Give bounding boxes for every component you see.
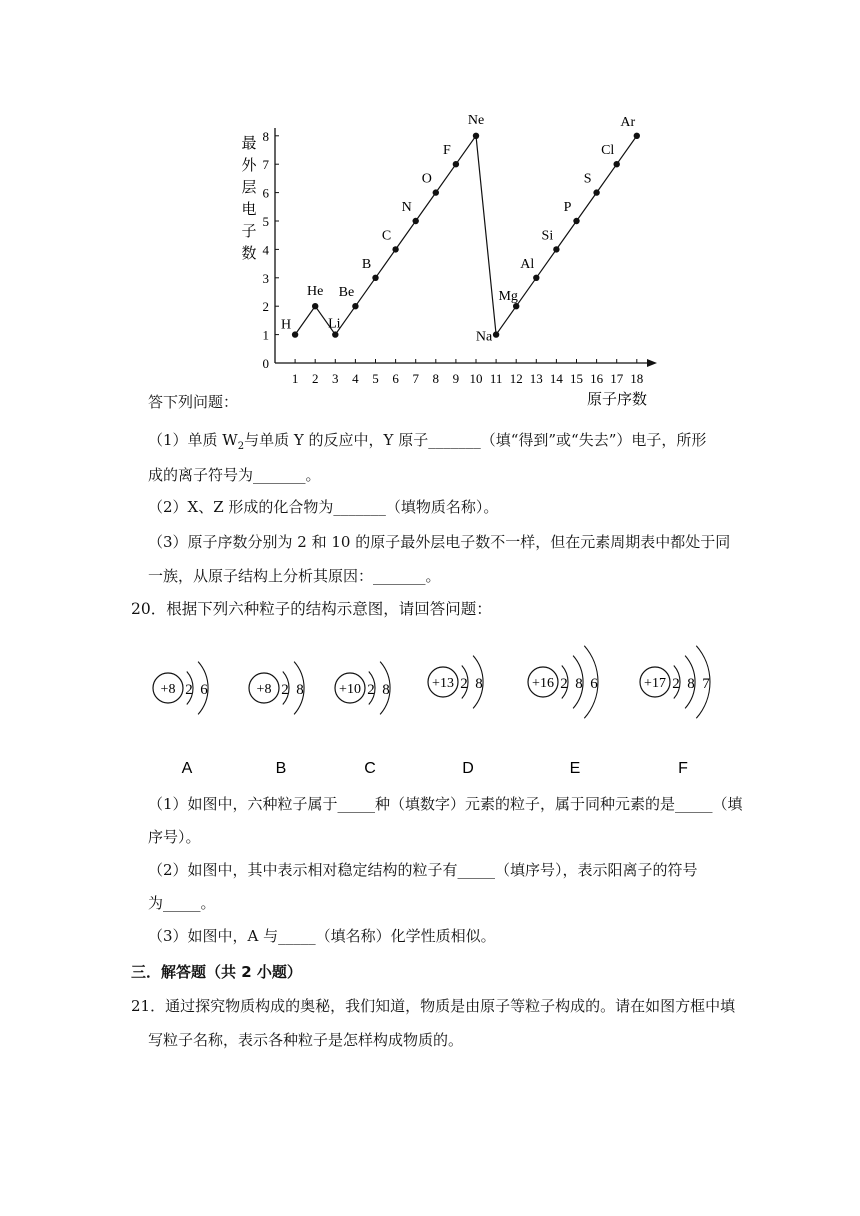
- point-label-C: C: [381, 228, 392, 244]
- point-label-B: B: [361, 256, 372, 272]
- q20-part1-line1: （1）如图中，六种粒子属于_____种（填数字）元素的粒子，属于同种元素的是_____（填: [148, 795, 743, 813]
- q19-part3-line2: 一族，从原子结构上分析其原因：_______。: [148, 567, 441, 585]
- section-3-heading: 三．解答题（共 2 小题）: [131, 963, 302, 981]
- shell-electrons-E-1: 2: [560, 676, 568, 692]
- y-tick-label-1: 1: [262, 327, 269, 343]
- point-N: [413, 218, 419, 224]
- q20-title: 20．根据下列六种粒子的结构示意图，请回答问题：: [131, 600, 492, 618]
- outer-electron-chart: [225, 108, 665, 408]
- series-line: [295, 136, 637, 335]
- particle-E: [528, 646, 598, 777]
- point-label-Si: Si: [541, 228, 554, 244]
- x-tick-label-3: 3: [332, 371, 339, 386]
- particle-label-B: B: [275, 760, 287, 777]
- nucleus-charge-C: +10: [339, 682, 361, 697]
- point-Ne: [473, 133, 479, 139]
- particle-D: [428, 656, 483, 777]
- q19-part2: （2）X、Z 形成的化合物为_______（填物质名称）。: [148, 498, 499, 516]
- point-label-Cl: Cl: [601, 143, 615, 159]
- q20-part2-line2: 为_____。: [148, 894, 216, 912]
- q19-part3-line1: （3）原子序数分别为 2 和 10 的原子最外层电子数不一样，但在元素周期表中都处于同: [148, 533, 731, 551]
- particle-label-D: D: [462, 760, 474, 777]
- point-Na: [493, 331, 499, 337]
- q21-line2: 写粒子名称，表示各种粒子是怎样构成物质的。: [148, 1031, 464, 1049]
- nucleus-charge-A: +8: [160, 682, 176, 697]
- point-C: [392, 246, 398, 252]
- shell-electrons-E-2: 8: [575, 676, 583, 692]
- x-tick-label-16: 16: [590, 371, 604, 386]
- point-B: [372, 275, 378, 281]
- x-tick-label-9: 9: [452, 371, 460, 386]
- y-axis-label: 最外层电子数: [241, 134, 257, 262]
- shell-electrons-D-2: 8: [475, 676, 483, 692]
- point-label-Al: Al: [520, 256, 535, 272]
- y-tick-label-4: 4: [262, 242, 269, 258]
- point-Si: [553, 246, 559, 252]
- shell-electrons-D-1: 2: [460, 676, 468, 692]
- point-P: [573, 218, 579, 224]
- q19-part1-a: （1）单质 W: [148, 431, 238, 449]
- point-Cl: [614, 161, 620, 167]
- shell-electrons-F-2: 8: [687, 676, 695, 692]
- x-tick-label-10: 10: [469, 371, 483, 386]
- x-tick-label-4: 4: [352, 371, 359, 386]
- point-S: [593, 189, 599, 195]
- point-label-N: N: [401, 200, 412, 215]
- q19-intro: 答下列问题：: [148, 393, 239, 411]
- point-Be: [352, 303, 358, 309]
- y-tick-label-5: 5: [262, 214, 269, 229]
- shell-electrons-A-2: 6: [200, 682, 208, 698]
- particle-label-A: A: [181, 760, 193, 777]
- y-tick-label-3: 3: [262, 270, 269, 286]
- particle-A: [153, 662, 208, 777]
- particle-C: [335, 662, 390, 777]
- shell-electrons-A-1: 2: [185, 682, 193, 698]
- point-label-Na: Na: [475, 329, 493, 345]
- x-tick-label-8: 8: [432, 371, 440, 386]
- x-tick-label-18: 18: [630, 371, 644, 386]
- q20-part3: （3）如图中，A 与_____（填名称）化学性质相似。: [148, 927, 496, 945]
- point-label-Ar: Ar: [620, 114, 636, 130]
- shell-electrons-F-1: 2: [672, 676, 680, 692]
- x-axis-arrow: [647, 359, 657, 367]
- point-label-He: He: [307, 284, 324, 300]
- x-tick-label-1: 1: [291, 371, 299, 386]
- x-tick-label-11: 11: [489, 371, 503, 386]
- point-Li: [332, 331, 338, 337]
- x-tick-label-17: 17: [610, 371, 624, 386]
- point-H: [292, 331, 298, 337]
- particle-label-F: F: [678, 760, 688, 777]
- particle-B: [249, 662, 304, 777]
- point-label-Li: Li: [328, 316, 341, 332]
- nucleus-charge-D: +13: [432, 676, 454, 691]
- point-Al: [533, 275, 539, 281]
- q19-part1-line1: [148, 430, 706, 457]
- x-axis-label: 原子序数: [586, 390, 648, 408]
- shell-electrons-B-2: 8: [296, 682, 304, 698]
- point-O: [433, 189, 439, 195]
- point-label-Be: Be: [338, 285, 355, 301]
- particle-F: [640, 646, 710, 777]
- q21-line1: 21．通过探究物质构成的奥秘，我们知道，物质是由原子等粒子构成的。请在如图方框中填: [131, 997, 736, 1015]
- q20-part2-line1: （2）如图中，其中表示相对稳定结构的粒子有_____（填序号），表示阳离子的符号: [148, 861, 698, 879]
- point-label-H: H: [281, 317, 292, 333]
- y-tick-label-0: 0: [262, 356, 269, 371]
- q19-part1-b: 与单质 Y 的反应中，Y 原子_______（填“得到”或“失去”）电子，所形: [244, 431, 707, 449]
- nucleus-charge-F: +17: [644, 676, 666, 691]
- point-label-F: F: [443, 143, 451, 159]
- y-tick-label-6: 6: [262, 185, 269, 201]
- nucleus-charge-B: +8: [256, 682, 272, 697]
- x-tick-label-14: 14: [549, 371, 563, 386]
- particle-label-E: E: [569, 760, 581, 777]
- y-tick-label-2: 2: [262, 299, 269, 315]
- y-tick-label-7: 7: [262, 157, 269, 173]
- nucleus-charge-E: +16: [532, 676, 554, 691]
- shell-electrons-C-2: 8: [382, 682, 390, 698]
- x-tick-label-15: 15: [570, 371, 583, 386]
- x-tick-label-2: 2: [311, 371, 319, 386]
- point-label-Ne: Ne: [467, 112, 485, 128]
- shell-electrons-E-3: 6: [590, 676, 598, 692]
- x-tick-label-7: 7: [412, 371, 419, 386]
- point-label-Mg: Mg: [498, 289, 518, 305]
- point-He: [312, 303, 318, 309]
- q20-part1-line2: 序号）。: [148, 828, 201, 846]
- shell-electrons-F-3: 7: [702, 676, 710, 692]
- q19-part1-sub: 2: [237, 441, 245, 452]
- point-label-S: S: [583, 171, 592, 187]
- shell-electrons-C-1: 2: [367, 682, 375, 698]
- q19-part1-line2: 成的离子符号为_______。: [148, 466, 321, 484]
- point-F: [453, 161, 459, 167]
- x-tick-label-5: 5: [372, 371, 379, 386]
- point-label-O: O: [421, 171, 432, 187]
- point-label-P: P: [563, 200, 572, 215]
- particle-diagrams: [130, 620, 730, 785]
- x-tick-label-12: 12: [509, 371, 523, 386]
- point-Ar: [634, 133, 640, 139]
- shell-electrons-B-1: 2: [281, 682, 289, 698]
- y-tick-label-8: 8: [262, 128, 269, 144]
- particle-label-C: C: [364, 760, 376, 777]
- x-tick-label-13: 13: [529, 371, 543, 386]
- x-tick-label-6: 6: [392, 371, 399, 386]
